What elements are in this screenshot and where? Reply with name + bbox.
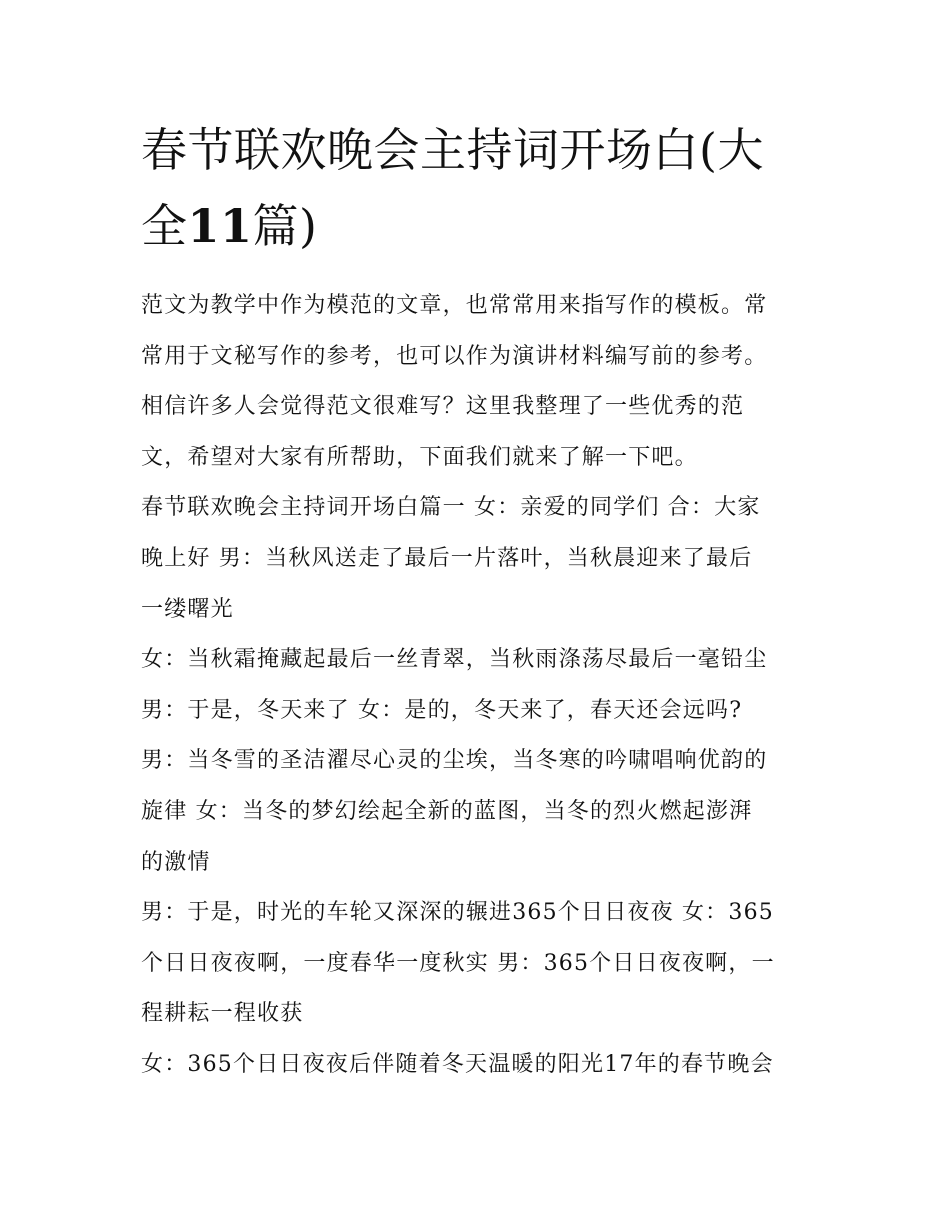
document-title [141, 112, 821, 264]
body-line: 相信许多人会觉得范文很难写？这里我整理了一些优秀的范 [141, 394, 745, 420]
body-line: 文，希望对大家有所帮助，下面我们就来了解一下吧。 [141, 444, 698, 470]
title-line-2 [141, 188, 821, 264]
body-line: 个日日夜夜啊，一度春华一度秋实 男：365个日日夜夜啊，一 [141, 950, 775, 976]
title-number: 11 [187, 199, 253, 253]
body-line: 程耕耘一程收获 [141, 1001, 304, 1027]
body-line: 范文为教学中作为模范的文章，也常常用来指写作的模板。常 [141, 293, 768, 318]
document-page [141, 112, 821, 1091]
body-line: 男：于是，时光的车轮又深深的辗进365个日日夜夜 女：365 [141, 900, 774, 926]
body-line: 一缕曙光 [141, 596, 234, 622]
body-line: 男：于是，冬天来了 女：是的，冬天来了，春天还会远吗? [141, 697, 743, 723]
title-text: 篇) [252, 199, 318, 253]
document-body [141, 281, 821, 1091]
body-line: 的激情 [141, 849, 211, 875]
body-line: 女：当秋霜掩藏起最后一丝青翠，当秋雨涤荡尽最后一毫铅尘 [141, 647, 768, 673]
body-line: 常用于文秘写作的参考，也可以作为演讲材料编写前的参考。 [141, 343, 768, 369]
body-line: 旋律 女：当冬的梦幻绘起全新的蓝图，当冬的烈火燃起澎湃 [141, 798, 753, 824]
body-line: 春节联欢晚会主持词开场白篇一 女：亲爱的同学们 合：大家 [141, 495, 761, 521]
body-line: 晚上好 男：当秋风送走了最后一片落叶，当秋晨迎来了最后 [141, 545, 753, 571]
body-line: 女：365个日日夜夜后伴随着冬天温暖的阳光17年的春节晚会 [141, 1051, 774, 1077]
body-line: 男：当冬雪的圣洁濯尽心灵的尘埃，当冬寒的吟啸唱响优韵的 [141, 748, 768, 774]
title-line-1: 春节联欢晚会主持词开场白(大 [141, 123, 764, 177]
title-text: 全 [141, 199, 188, 253]
